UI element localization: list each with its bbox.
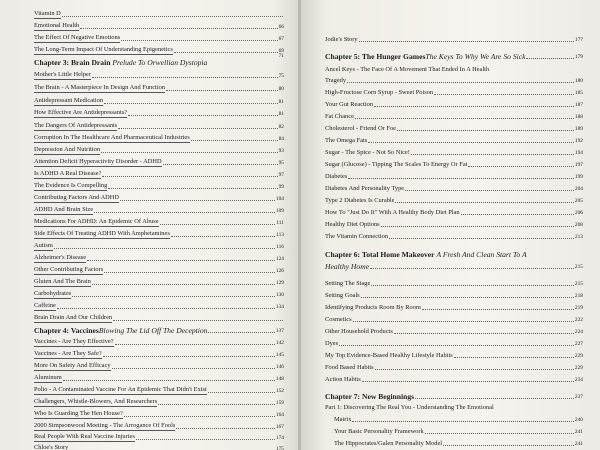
toc-entry bbox=[34, 170, 284, 179]
page-number-label: 71 bbox=[278, 53, 284, 59]
toc-entry bbox=[325, 137, 583, 145]
toc-entry bbox=[34, 206, 284, 215]
toc-entry-page-number: 95 bbox=[278, 160, 284, 166]
dot-leader bbox=[362, 380, 574, 382]
toc-entry-page-number: 241 bbox=[574, 441, 583, 447]
toc-entry bbox=[325, 185, 583, 193]
dot-leader bbox=[176, 427, 275, 429]
dot-leader bbox=[118, 127, 277, 129]
toc-entry-page-number: 185 bbox=[574, 90, 583, 96]
dot-leader bbox=[434, 93, 574, 95]
chapter-heading bbox=[325, 392, 583, 401]
toc-entry bbox=[34, 242, 284, 251]
toc-entry-page-number: 129 bbox=[275, 280, 284, 286]
toc-entry-page-number: 188 bbox=[574, 114, 583, 120]
toc-entry-page-number: 81 bbox=[278, 111, 284, 117]
toc-entry bbox=[34, 433, 284, 442]
dot-leader bbox=[422, 308, 574, 310]
toc-entry-title: Vaccines - Are They Safe? bbox=[34, 350, 102, 357]
toc-entry-page-number: 93 bbox=[278, 148, 284, 154]
toc-entry-page-number: 167 bbox=[275, 424, 284, 430]
toc-entry bbox=[34, 410, 284, 419]
toc-entry bbox=[325, 376, 583, 384]
toc-entry-page-number: 81 bbox=[278, 99, 284, 105]
dot-leader bbox=[92, 283, 275, 285]
toc-entry bbox=[34, 71, 284, 80]
toc-entry-title: Diabetes And Personality Type bbox=[325, 185, 405, 192]
toc-entry-page-number: 241 bbox=[574, 429, 583, 435]
chapter-page-number: 215 bbox=[574, 264, 583, 270]
toc-entry-title: Jodie's Story bbox=[325, 36, 358, 43]
toc-entry bbox=[34, 398, 284, 407]
dot-leader bbox=[191, 139, 278, 141]
toc-entry bbox=[325, 125, 583, 133]
chapter-page-number: 179 bbox=[574, 54, 583, 60]
dot-leader bbox=[411, 153, 574, 155]
dot-leader bbox=[394, 332, 574, 334]
toc-entry bbox=[325, 428, 583, 436]
chapter-heading bbox=[325, 262, 583, 271]
dot-leader bbox=[347, 81, 574, 83]
toc-entry-page-number: 99 bbox=[278, 184, 284, 190]
toc-entry-page-number: 67 bbox=[278, 36, 284, 42]
toc-entry-page-number: 109 bbox=[275, 208, 284, 214]
toc-entry-title: Contributing Factors And ADHD bbox=[34, 194, 120, 201]
toc-entry bbox=[325, 149, 583, 157]
dot-leader bbox=[101, 151, 278, 153]
chapter-page-number: 237 bbox=[574, 394, 583, 400]
toc-entry-title: Depression And Nutrition bbox=[34, 146, 101, 153]
toc-entry bbox=[325, 209, 583, 217]
dot-leader bbox=[370, 267, 574, 269]
chapter-number: Chapter 5: The Hunger Games bbox=[325, 52, 426, 61]
toc-entry-page-number: 164 bbox=[275, 412, 284, 418]
chapter-number: Chapter 6: Total Home Makeover bbox=[325, 250, 435, 259]
dot-leader bbox=[121, 39, 277, 41]
toc-entry-page-number: 204 bbox=[574, 186, 583, 192]
chapter-page-number: 137 bbox=[275, 328, 284, 334]
chapter-subtitle: A Fresh And Clean Start To A bbox=[436, 250, 527, 259]
toc-entry-page-number: 234 bbox=[574, 377, 583, 383]
dot-leader bbox=[92, 76, 278, 78]
toc-entry-title: The Brain - A Masterpiece In Design And Function bbox=[34, 84, 165, 91]
toc-entry bbox=[34, 109, 284, 118]
toc-entry-page-number: 192 bbox=[574, 138, 583, 144]
dot-leader bbox=[443, 444, 574, 446]
toc-entry-title: 2000 Simpsonwood Meeting - The Arrogance Of Fools bbox=[34, 422, 176, 429]
toc-page-number bbox=[34, 52, 284, 60]
toc-entry bbox=[325, 221, 583, 229]
dot-leader bbox=[136, 438, 275, 440]
toc-entry bbox=[34, 84, 284, 93]
dot-leader bbox=[166, 89, 278, 91]
toc-entry-title: Dyes bbox=[325, 340, 339, 347]
toc-entry-page-number: 187 bbox=[574, 102, 583, 108]
toc-entry-title: Brain Drain And Our Children bbox=[34, 314, 113, 321]
dot-leader bbox=[339, 344, 574, 346]
toc-entry-title: Vitamin D bbox=[34, 10, 61, 17]
toc-entry-page-number: 142 bbox=[275, 340, 284, 346]
dot-leader bbox=[468, 165, 573, 167]
toc-entry bbox=[325, 113, 583, 121]
chapter-heading bbox=[325, 52, 583, 61]
toc-entry-page-number: 199 bbox=[574, 174, 583, 180]
toc-entry bbox=[325, 233, 583, 241]
toc-entry-page-number: 215 bbox=[574, 281, 583, 287]
toc-entry bbox=[34, 266, 284, 275]
dot-leader bbox=[171, 235, 275, 237]
toc-entry-title: Challengers, Whistle-Blowers, And Researchers bbox=[34, 398, 158, 405]
toc-entry-title: Cosmetics bbox=[325, 316, 352, 323]
toc-entry bbox=[34, 278, 284, 287]
toc-entry-page-number: 175 bbox=[275, 446, 284, 450]
toc-entry-page-number: 174 bbox=[275, 435, 284, 441]
dot-leader bbox=[104, 271, 275, 273]
dot-leader bbox=[108, 187, 277, 189]
dot-leader bbox=[375, 368, 574, 370]
toc-entry bbox=[325, 316, 583, 324]
toc-entry-page-number: 69 bbox=[278, 48, 284, 54]
dot-leader bbox=[160, 223, 276, 225]
chapter-subtitle: The Keys To Why We Are So Sick bbox=[425, 52, 526, 61]
toc-entry-title: Alzheimer's Disease bbox=[34, 254, 87, 261]
dot-leader bbox=[397, 129, 574, 131]
toc-entry bbox=[34, 97, 284, 106]
dot-leader bbox=[120, 199, 275, 201]
toc-entry-title: Other Household Products bbox=[325, 328, 393, 335]
toc-entry bbox=[325, 197, 583, 205]
toc-entry-page-number: 219 bbox=[574, 305, 583, 311]
toc-entry bbox=[325, 352, 583, 360]
toc-entry-title: Real People With Real Vaccine Injuries bbox=[34, 433, 135, 440]
toc-entry bbox=[34, 374, 284, 383]
toc-entry bbox=[34, 386, 284, 395]
dot-leader bbox=[104, 102, 278, 104]
chapter-heading bbox=[325, 250, 583, 259]
dot-leader bbox=[208, 391, 275, 393]
toc-entry-page-number: 159 bbox=[275, 400, 284, 406]
dot-leader bbox=[461, 213, 574, 215]
dot-leader bbox=[454, 356, 574, 358]
toc-entry-page-number: 84 bbox=[278, 136, 284, 142]
toc-entry-title: Mother's Little Helper bbox=[34, 71, 91, 78]
right-page bbox=[301, 0, 600, 450]
dot-leader bbox=[163, 163, 278, 165]
toc-entry-title: The Long-Term Impact Of Understanding Epigenetics bbox=[34, 46, 173, 53]
toc-entry-title: Aluminum bbox=[34, 374, 62, 381]
toc-entry-page-number: 97 bbox=[278, 172, 284, 178]
toc-entry-page-number: 227 bbox=[574, 341, 583, 347]
toc-entry-title: Part 1: Discovering The Real You - Understanding The Emotional bbox=[325, 404, 494, 411]
dot-leader bbox=[415, 397, 574, 399]
dot-leader bbox=[355, 117, 574, 119]
toc-entry-title: Your Gut Reaction bbox=[325, 101, 373, 108]
dot-leader bbox=[54, 247, 275, 249]
toc-entry-title: Medications For ADHD: An Epidemic Of Abuse bbox=[34, 218, 159, 225]
dot-leader bbox=[80, 27, 277, 29]
toc-entry-page-number: 130 bbox=[275, 292, 284, 298]
toc-entry-title: Ancel Keys - The Face Of A Movement That Ended In A Health bbox=[325, 66, 490, 73]
toc-entry-page-number: 116 bbox=[276, 244, 284, 250]
toc-entry bbox=[34, 34, 284, 43]
dot-leader bbox=[115, 343, 275, 345]
toc-entry-page-number: 80 bbox=[278, 86, 284, 92]
toc-entry-page-number: 189 bbox=[574, 126, 583, 132]
toc-entry-title: The Effect Of Negative Emotions bbox=[34, 34, 121, 41]
dot-leader bbox=[381, 225, 574, 227]
dot-leader bbox=[112, 367, 275, 369]
toc-entry bbox=[34, 182, 284, 191]
toc-entry-title: Who Is Guarding The Hen House? bbox=[34, 410, 123, 417]
toc-entry-title: Fat Chance bbox=[325, 113, 354, 120]
toc-entry-page-number: 240 bbox=[574, 417, 583, 423]
toc-entry bbox=[34, 122, 284, 131]
dot-leader bbox=[348, 177, 574, 179]
toc-entry bbox=[325, 304, 583, 312]
toc-entry-title: Sugar - The Spice - Not So Nice! bbox=[325, 149, 410, 156]
toc-entry bbox=[325, 440, 583, 448]
toc-entry-page-number: 206 bbox=[574, 210, 583, 216]
toc-entry bbox=[325, 340, 583, 348]
chapter-subtitle: Healthy Home bbox=[325, 262, 370, 271]
dot-leader bbox=[368, 141, 574, 143]
toc-entry bbox=[34, 290, 284, 299]
toc-entry-title: Vaccines - Are They Effective? bbox=[34, 338, 114, 345]
toc-entry-title: Emotional Health bbox=[34, 22, 80, 29]
toc-entry-title: Gluten And The Brain bbox=[34, 278, 91, 285]
chapter-subtitle: Blowing The Lid Off The Deception bbox=[98, 326, 208, 335]
toc-entry-page-number: 113 bbox=[276, 232, 284, 238]
toc-entry bbox=[34, 302, 284, 311]
toc-entry-title: Carbohydrates bbox=[34, 290, 72, 297]
toc-entry-title: Corruption In The Healthcare And Pharmaceutical Industries bbox=[34, 134, 190, 141]
toc-entry-title: High-Fructose Corn Syrup - Sweet Poison bbox=[325, 89, 434, 96]
toc-entry bbox=[34, 158, 284, 167]
dot-leader bbox=[352, 420, 574, 422]
toc-entry bbox=[34, 362, 284, 371]
dot-leader bbox=[94, 211, 275, 213]
toc-entry-title: Autism bbox=[34, 242, 53, 249]
toc-entry-page-number: 224 bbox=[574, 329, 583, 335]
toc-entry bbox=[34, 254, 284, 263]
toc-entry-page-number: 66 bbox=[278, 24, 284, 30]
toc-entry-title: How Effective Are Antidepressants? bbox=[34, 109, 128, 116]
toc-entry bbox=[34, 134, 284, 143]
dot-leader bbox=[405, 189, 574, 191]
chapter-number: Chapter 3: Brain Drain bbox=[34, 58, 111, 67]
toc-entry bbox=[325, 36, 583, 44]
chapter-number: Chapter 4: Vaccines bbox=[34, 326, 99, 335]
toc-entry-title: The Evidence Is Compelling bbox=[34, 182, 108, 189]
toc-entry-title: Setting Goals bbox=[325, 292, 360, 299]
toc-entry-page-number: 205 bbox=[574, 198, 583, 204]
toc-entry-title: My Top Evidence-Based Healthy Lifestyle Habits bbox=[325, 352, 453, 359]
toc-entry bbox=[325, 89, 583, 97]
dot-leader bbox=[57, 307, 275, 309]
dot-leader bbox=[526, 57, 573, 59]
toc-entry bbox=[325, 173, 583, 181]
toc-entry bbox=[34, 338, 284, 347]
toc-entry-title: Food Based Habits bbox=[325, 364, 374, 371]
toc-entry-page-number: 222 bbox=[574, 317, 583, 323]
toc-entry-title: The Vitamin Connection bbox=[325, 233, 389, 240]
toc-entry-page-number: 134 bbox=[275, 304, 284, 310]
toc-entry-page-number: 152 bbox=[275, 388, 284, 394]
toc-entry bbox=[34, 218, 284, 227]
dot-leader bbox=[389, 237, 574, 239]
toc-entry-page-number: 213 bbox=[574, 234, 583, 240]
toc-entry-title: Matrix bbox=[334, 416, 352, 423]
toc-entry-page-number: 75 bbox=[278, 73, 284, 79]
toc-entry-page-number: 145 bbox=[275, 352, 284, 358]
toc-entry bbox=[325, 280, 583, 288]
toc-entry-title: ADHD And Brain Size bbox=[34, 206, 94, 213]
toc-entry-page-number: 82 bbox=[278, 124, 284, 130]
dot-leader bbox=[113, 319, 283, 321]
toc-entry-title: Chloe's Story bbox=[34, 444, 68, 450]
dot-leader bbox=[374, 105, 574, 107]
toc-entry-title: Cholesterol - Friend Or Foe bbox=[325, 125, 396, 132]
toc-entry bbox=[34, 194, 284, 203]
toc-entry-title: Other Contributing Factors bbox=[34, 266, 104, 273]
toc-entry-page-number: 177 bbox=[574, 37, 583, 43]
toc-entry-page-number: 197 bbox=[574, 162, 583, 168]
dot-leader bbox=[87, 259, 275, 261]
toc-entry-title: Caffeine bbox=[34, 302, 56, 309]
dot-leader bbox=[371, 284, 574, 286]
toc-entry-title: Your Basic Personality Framework bbox=[334, 428, 424, 435]
toc-entry bbox=[34, 22, 284, 31]
left-page bbox=[0, 0, 299, 450]
toc-entry bbox=[325, 364, 583, 372]
dot-leader bbox=[208, 331, 274, 333]
toc-entry-title: Type 2 Diabetes Is Curable bbox=[325, 197, 395, 204]
dot-leader bbox=[102, 175, 277, 177]
toc-entry-title: Side Effects Of Treating ADHD With Amphetamines bbox=[34, 230, 170, 237]
dot-leader bbox=[63, 379, 275, 381]
toc-entry bbox=[325, 416, 583, 424]
toc-entry bbox=[325, 328, 583, 336]
toc-entry bbox=[34, 230, 284, 239]
toc-entry-page-number: 229 bbox=[574, 365, 583, 371]
toc-entry-title: Polio - A Contaminated Vaccine For An Epidemic That Didn't Exist bbox=[34, 386, 207, 393]
toc-entry bbox=[34, 422, 284, 431]
toc-entry-title: Attention Deficit Hyperactivity Disorder - ADHD bbox=[34, 158, 162, 165]
toc-entry bbox=[325, 292, 583, 300]
toc-entry-title: Sugar (Glucose) - Tipping The Scales To Energy Or Fat bbox=[325, 161, 468, 168]
toc-entry bbox=[325, 101, 583, 109]
dot-leader bbox=[103, 355, 275, 357]
dot-leader bbox=[124, 415, 275, 417]
toc-entry bbox=[325, 404, 583, 412]
toc-entry-title: How To "Just Do It" With A Healthy Body Diet Plan bbox=[325, 209, 460, 216]
dot-leader bbox=[395, 201, 573, 203]
toc-entry-page-number: 208 bbox=[574, 222, 583, 228]
toc-entry-page-number: 146 bbox=[275, 364, 284, 370]
dot-leader bbox=[128, 114, 278, 116]
toc-entry bbox=[34, 146, 284, 155]
toc-entry-title: Identifying Products Room By Room bbox=[325, 304, 421, 311]
dot-leader bbox=[361, 296, 574, 298]
toc-entry-title: The Dangers Of Antidepressants bbox=[34, 122, 118, 129]
toc-entry bbox=[325, 77, 583, 85]
dot-leader bbox=[62, 15, 283, 17]
toc-entry-title: Action Habits bbox=[325, 376, 361, 383]
dot-leader bbox=[425, 432, 574, 434]
toc-entry-page-number: 104 bbox=[275, 196, 284, 202]
toc-entry bbox=[325, 161, 583, 169]
toc-entry-title: Antidepressant Medication bbox=[34, 97, 104, 104]
toc-entry-title: The Omega Fats bbox=[325, 137, 368, 144]
toc-entry-title: Tragedy bbox=[325, 77, 347, 84]
toc-entry-page-number: 148 bbox=[275, 376, 284, 382]
toc-entry-page-number: 111 bbox=[276, 220, 284, 226]
toc-entry-title: Is ADHD A Real Disease? bbox=[34, 170, 102, 177]
toc-entry bbox=[325, 66, 583, 74]
toc-entry-page-number: 180 bbox=[574, 78, 583, 84]
toc-entry-page-number: 194 bbox=[574, 150, 583, 156]
toc-entry bbox=[34, 10, 284, 19]
toc-entry bbox=[34, 350, 284, 359]
dot-leader bbox=[359, 40, 574, 42]
dot-leader bbox=[353, 320, 574, 322]
toc-entry bbox=[34, 314, 284, 323]
toc-entry-page-number: 229 bbox=[574, 353, 583, 359]
dot-leader bbox=[72, 295, 275, 297]
toc-entry-title: Diabetes bbox=[325, 173, 348, 180]
toc-entry-page-number: 126 bbox=[275, 268, 284, 274]
toc-entry-title: Setting The Stage bbox=[325, 280, 371, 287]
dot-leader bbox=[158, 403, 275, 405]
toc-entry-title: More On Safety And Efficacy bbox=[34, 362, 111, 369]
toc-entry-title: The Hippocrates/Galen Personality Model bbox=[334, 440, 443, 447]
chapter-heading bbox=[34, 326, 284, 335]
toc-entry-title: Healthy Diet Options bbox=[325, 221, 380, 228]
toc-entry-page-number: 124 bbox=[275, 256, 284, 262]
toc-entry bbox=[34, 444, 284, 450]
chapter-number: Chapter 7: New Beginnings bbox=[325, 392, 415, 401]
toc-entry-page-number: 218 bbox=[574, 293, 583, 299]
chapter-subtitle: Prelude To Orwellian Dystopia bbox=[112, 58, 208, 67]
